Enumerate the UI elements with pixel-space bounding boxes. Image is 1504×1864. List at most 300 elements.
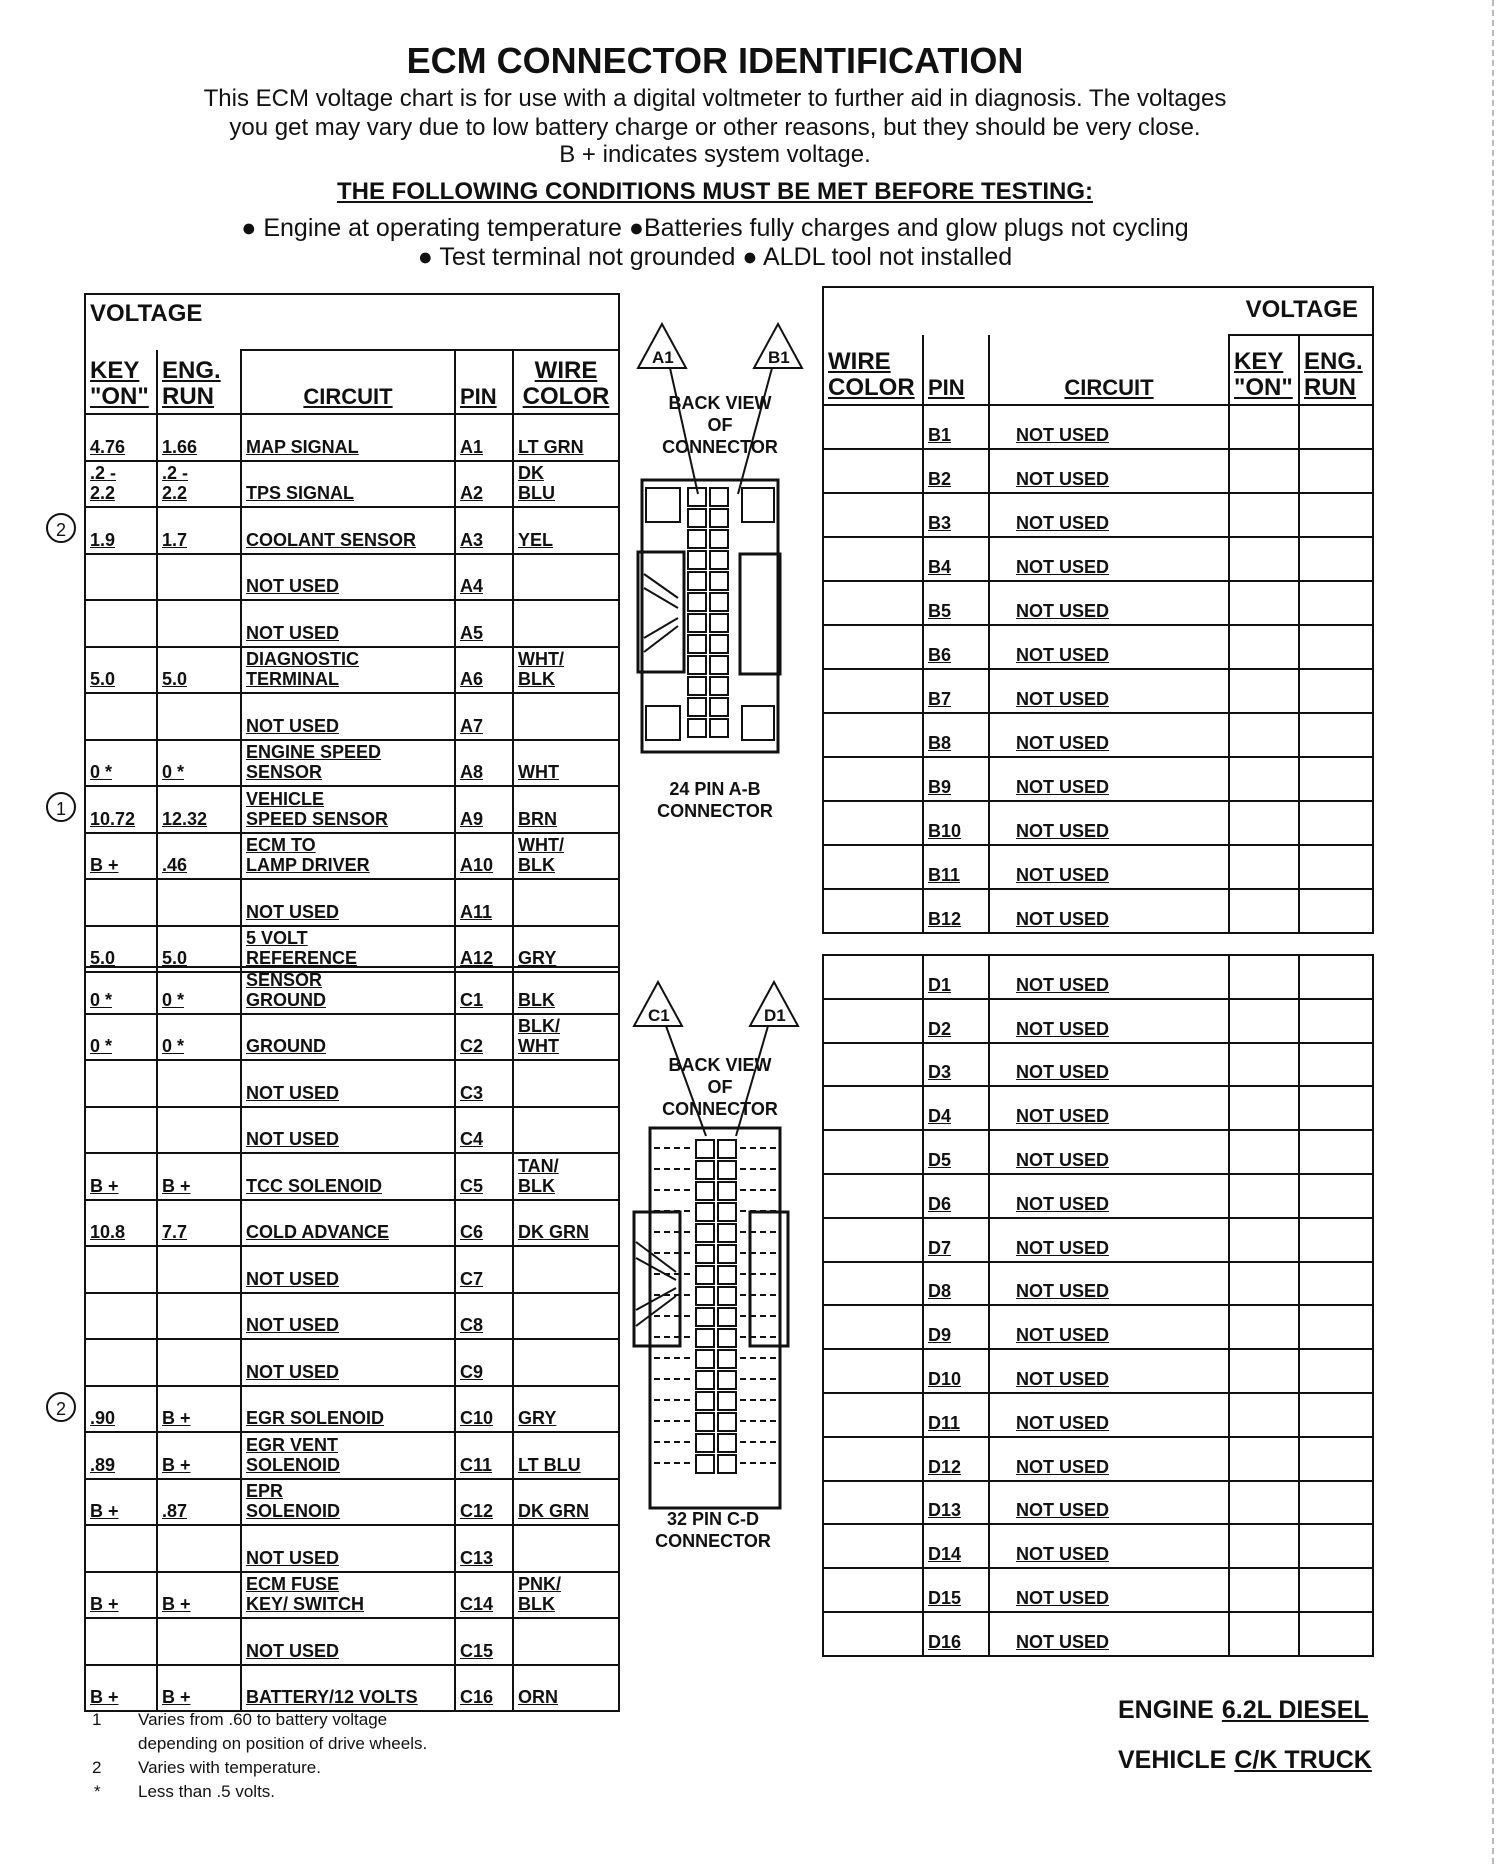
table-row bbox=[85, 1293, 619, 1340]
wire-color-header: WIRE COLOR bbox=[823, 335, 923, 405]
circuit-name: NOT USED bbox=[989, 581, 1229, 625]
key-on-voltage bbox=[1229, 1481, 1299, 1525]
pin-id: D4 bbox=[923, 1086, 989, 1130]
circuit-name: BATTERY/12 VOLTS bbox=[241, 1665, 455, 1712]
table-row bbox=[823, 1086, 1373, 1130]
note-reference-mark: 1 bbox=[46, 792, 76, 822]
pin-id: B2 bbox=[923, 449, 989, 493]
key-on-voltage: 0 * bbox=[85, 967, 157, 1014]
key-on-voltage: .89 bbox=[85, 1432, 157, 1479]
eng-run-voltage bbox=[1299, 1437, 1373, 1481]
wire-color: WHT bbox=[513, 740, 619, 787]
pin-header: PIN bbox=[455, 350, 513, 414]
key-on-voltage bbox=[85, 1246, 157, 1293]
connector-pin-cavity bbox=[696, 1140, 714, 1158]
circuit-name: NOT USED bbox=[989, 1524, 1229, 1568]
connector-pin-cavity bbox=[696, 1266, 714, 1284]
pin-id: B6 bbox=[923, 625, 989, 669]
table-row bbox=[823, 405, 1373, 449]
pin-id: C7 bbox=[455, 1246, 513, 1293]
eng-run-voltage bbox=[1299, 449, 1373, 493]
table-row bbox=[823, 1349, 1373, 1393]
table-row bbox=[823, 889, 1373, 933]
vehicle-value: C/K TRUCK bbox=[1234, 1746, 1372, 1774]
pin-id: B11 bbox=[923, 845, 989, 889]
connector-cd-pin-d1-label: D1 bbox=[764, 1006, 786, 1025]
table-row bbox=[823, 1437, 1373, 1481]
key-on-voltage bbox=[1229, 1349, 1299, 1393]
wire-color: YEL bbox=[513, 507, 619, 554]
circuit-name: COLD ADVANCE bbox=[241, 1200, 455, 1247]
connector-pin-cavity bbox=[696, 1203, 714, 1221]
table-row bbox=[85, 1339, 619, 1386]
key-on-voltage: .90 bbox=[85, 1386, 157, 1433]
wire-color bbox=[823, 1612, 923, 1656]
pin-id: C14 bbox=[455, 1572, 513, 1619]
key-on-voltage bbox=[1229, 581, 1299, 625]
key-on-voltage bbox=[85, 1525, 157, 1572]
pin-id: D9 bbox=[923, 1305, 989, 1349]
connector-pin-cavity bbox=[718, 1371, 736, 1389]
pin-table-b bbox=[822, 286, 1374, 934]
circuit-name: NOT USED bbox=[989, 1174, 1229, 1218]
pin-id: A12 bbox=[455, 926, 513, 973]
pin-id: D6 bbox=[923, 1174, 989, 1218]
connector-pin-cavity bbox=[696, 1413, 714, 1431]
key-on-voltage: 1.9 bbox=[85, 507, 157, 554]
connector-pin-cavity bbox=[710, 551, 728, 569]
table-row bbox=[823, 625, 1373, 669]
table-row bbox=[85, 1200, 619, 1247]
circuit-name: NOT USED bbox=[989, 1437, 1229, 1481]
table-row bbox=[823, 1481, 1373, 1525]
table-row bbox=[823, 955, 1373, 999]
connector-pin-cavity bbox=[718, 1203, 736, 1221]
pin-id: B9 bbox=[923, 757, 989, 801]
conditions-heading: THE FOLLOWING CONDITIONS MUST BE MET BEFORE TESTING: bbox=[337, 178, 1093, 205]
footnote-mark: * bbox=[94, 1782, 101, 1801]
wire-color bbox=[823, 405, 923, 449]
key-on-voltage bbox=[85, 1060, 157, 1107]
table-row bbox=[85, 1479, 619, 1526]
table-row bbox=[85, 461, 619, 508]
circuit-name: NOT USED bbox=[241, 1525, 455, 1572]
table-row bbox=[823, 1305, 1373, 1349]
wire-color bbox=[513, 879, 619, 926]
eng-run-voltage bbox=[1299, 1130, 1373, 1174]
page-title: ECM CONNECTOR IDENTIFICATION bbox=[406, 40, 1024, 81]
connector-pin-cavity bbox=[710, 635, 728, 653]
pin-id: B10 bbox=[923, 801, 989, 845]
wire-color: DK GRN bbox=[513, 1479, 619, 1526]
key-on-header: KEY "ON" bbox=[85, 350, 157, 414]
table-row bbox=[85, 1665, 619, 1712]
circuit-name: NOT USED bbox=[989, 449, 1229, 493]
wire-color bbox=[823, 1524, 923, 1568]
table-row bbox=[823, 537, 1373, 581]
eng-run-voltage bbox=[157, 600, 241, 647]
eng-run-voltage bbox=[1299, 1393, 1373, 1437]
voltage-header: VOLTAGE bbox=[85, 294, 619, 350]
eng-run-voltage bbox=[1299, 1262, 1373, 1306]
connector-pin-cavity bbox=[696, 1308, 714, 1326]
table-row bbox=[823, 845, 1373, 889]
engine-line bbox=[1118, 1696, 1369, 1725]
pin-id: C4 bbox=[455, 1107, 513, 1154]
circuit-name: SENSOR GROUND bbox=[241, 967, 455, 1014]
key-on-voltage: 0 * bbox=[85, 740, 157, 787]
connector-pin-cavity bbox=[696, 1350, 714, 1368]
connector-pin-cavity bbox=[710, 677, 728, 695]
wire-color: GRY bbox=[513, 926, 619, 973]
eng-run-voltage: B + bbox=[157, 1386, 241, 1433]
eng-run-voltage bbox=[157, 1246, 241, 1293]
table-row bbox=[85, 1386, 619, 1433]
pin-id: C1 bbox=[455, 967, 513, 1014]
wire-color: BRN bbox=[513, 786, 619, 833]
pin-id: A11 bbox=[455, 879, 513, 926]
circuit-name: NOT USED bbox=[989, 801, 1229, 845]
pin-header: PIN bbox=[923, 335, 989, 405]
circuit-name: DIAGNOSTIC TERMINAL bbox=[241, 647, 455, 694]
wire-color bbox=[513, 554, 619, 601]
pin-id: C3 bbox=[455, 1060, 513, 1107]
key-on-voltage bbox=[1229, 1393, 1299, 1437]
intro-line-3: B + indicates system voltage. bbox=[559, 141, 871, 168]
connector-pin-cavity bbox=[718, 1161, 736, 1179]
pin-id: B7 bbox=[923, 669, 989, 713]
pin-id: B12 bbox=[923, 889, 989, 933]
eng-run-voltage bbox=[1299, 1612, 1373, 1656]
eng-run-voltage bbox=[1299, 1174, 1373, 1218]
pin-id: A1 bbox=[455, 414, 513, 461]
wire-color bbox=[513, 693, 619, 740]
eng-run-voltage: 1.66 bbox=[157, 414, 241, 461]
circuit-name: NOT USED bbox=[989, 1305, 1229, 1349]
connector-cd-pin-c1-label: C1 bbox=[648, 1006, 670, 1025]
circuit-name: NOT USED bbox=[241, 879, 455, 926]
key-on-voltage bbox=[85, 1339, 157, 1386]
pin-table-a bbox=[84, 293, 620, 973]
pin-id: A6 bbox=[455, 647, 513, 694]
wire-color bbox=[823, 757, 923, 801]
pin-id: C8 bbox=[455, 1293, 513, 1340]
key-on-voltage bbox=[1229, 999, 1299, 1043]
pin-id: B5 bbox=[923, 581, 989, 625]
eng-run-voltage: .46 bbox=[157, 833, 241, 880]
key-on-voltage bbox=[1229, 1218, 1299, 1262]
table-row bbox=[823, 1174, 1373, 1218]
pin-id: A9 bbox=[455, 786, 513, 833]
key-on-voltage bbox=[1229, 1305, 1299, 1349]
connector-pin-cavity bbox=[688, 656, 706, 674]
table-row bbox=[85, 1107, 619, 1154]
wire-color bbox=[823, 449, 923, 493]
key-on-voltage bbox=[1229, 625, 1299, 669]
circuit-name: NOT USED bbox=[989, 1393, 1229, 1437]
eng-run-voltage: 12.32 bbox=[157, 786, 241, 833]
pin-id: C11 bbox=[455, 1432, 513, 1479]
connector-pin-cavity bbox=[696, 1245, 714, 1263]
key-on-voltage bbox=[1229, 1174, 1299, 1218]
circuit-name: NOT USED bbox=[989, 713, 1229, 757]
wire-color bbox=[823, 1262, 923, 1306]
engine-label: ENGINE bbox=[1118, 1696, 1214, 1724]
condition-line-1: ● Engine at operating temperature ●Batteries fully charges and glow plugs not cycling bbox=[241, 214, 1189, 242]
connector-pin-cavity bbox=[710, 698, 728, 716]
connector-pin-cavity bbox=[718, 1413, 736, 1431]
connector-pin-cavity bbox=[718, 1224, 736, 1242]
pin-id: C15 bbox=[455, 1618, 513, 1665]
connector-pin-cavity bbox=[718, 1392, 736, 1410]
wire-color bbox=[823, 1393, 923, 1437]
wire-color bbox=[823, 1568, 923, 1612]
connector-pin-cavity bbox=[718, 1245, 736, 1263]
pin-table-c bbox=[84, 966, 620, 1712]
wire-color bbox=[823, 1437, 923, 1481]
connector-pin-cavity bbox=[696, 1287, 714, 1305]
eng-run-voltage bbox=[1299, 845, 1373, 889]
connector-pin-cavity bbox=[718, 1434, 736, 1452]
key-on-voltage bbox=[1229, 1130, 1299, 1174]
pin-id: D2 bbox=[923, 999, 989, 1043]
circuit-name: GROUND bbox=[241, 1014, 455, 1061]
eng-run-voltage bbox=[1299, 537, 1373, 581]
key-on-voltage: B + bbox=[85, 1479, 157, 1526]
circuit-name: NOT USED bbox=[989, 1262, 1229, 1306]
key-on-voltage bbox=[85, 879, 157, 926]
table-row bbox=[823, 1612, 1373, 1656]
connector-pin-cavity bbox=[710, 509, 728, 527]
table-row bbox=[85, 414, 619, 461]
wire-color bbox=[513, 1618, 619, 1665]
connector-pin-cavity bbox=[718, 1266, 736, 1284]
circuit-name: NOT USED bbox=[989, 493, 1229, 537]
connector-pin-cavity bbox=[710, 530, 728, 548]
footnote-text: Varies from .60 to battery voltage depending on position of drive wheels. bbox=[138, 1710, 428, 1753]
table-row bbox=[823, 1568, 1373, 1612]
connector-pin-cavity bbox=[696, 1182, 714, 1200]
wire-color bbox=[513, 1107, 619, 1154]
eng-run-voltage bbox=[157, 693, 241, 740]
key-on-voltage: B + bbox=[85, 833, 157, 880]
circuit-name: TCC SOLENOID bbox=[241, 1153, 455, 1200]
wire-color: LT BLU bbox=[513, 1432, 619, 1479]
intro-line-1: This ECM voltage chart is for use with a digital voltmeter to further aid in diagnosis. The voltages bbox=[203, 85, 1227, 112]
circuit-name: NOT USED bbox=[989, 405, 1229, 449]
key-on-voltage bbox=[1229, 405, 1299, 449]
connector-ab-pin-a1-label: A1 bbox=[652, 348, 674, 367]
table-row bbox=[823, 1393, 1373, 1437]
table-row bbox=[85, 600, 619, 647]
eng-run-voltage: 0 * bbox=[157, 967, 241, 1014]
footnote-text: Less than .5 volts. bbox=[138, 1782, 276, 1801]
table-row bbox=[85, 1618, 619, 1665]
footnote-mark: 1 bbox=[92, 1710, 102, 1729]
circuit-name: NOT USED bbox=[989, 1568, 1229, 1612]
engine-value: 6.2L DIESEL bbox=[1221, 1696, 1369, 1724]
eng-run-voltage: .2 - 2.2 bbox=[157, 461, 241, 508]
connector-ab-caption: 24 PIN A-B CONNECTOR bbox=[657, 779, 773, 821]
circuit-name: COOLANT SENSOR bbox=[241, 507, 455, 554]
key-on-voltage bbox=[1229, 713, 1299, 757]
pin-id: A4 bbox=[455, 554, 513, 601]
eng-run-header: ENG. RUN bbox=[157, 350, 241, 414]
wire-color bbox=[823, 669, 923, 713]
pin-id: A3 bbox=[455, 507, 513, 554]
table-row bbox=[823, 669, 1373, 713]
eng-run-voltage bbox=[1299, 669, 1373, 713]
key-on-voltage: 10.72 bbox=[85, 786, 157, 833]
pin-id: D10 bbox=[923, 1349, 989, 1393]
eng-run-voltage bbox=[157, 1060, 241, 1107]
key-on-voltage bbox=[1229, 845, 1299, 889]
eng-run-voltage bbox=[157, 554, 241, 601]
wire-color bbox=[823, 845, 923, 889]
eng-run-voltage: B + bbox=[157, 1153, 241, 1200]
circuit-name: NOT USED bbox=[989, 757, 1229, 801]
table-row bbox=[823, 1524, 1373, 1568]
eng-run-voltage bbox=[1299, 1043, 1373, 1087]
eng-run-voltage bbox=[157, 879, 241, 926]
table-row bbox=[85, 1525, 619, 1572]
pin-id: D8 bbox=[923, 1262, 989, 1306]
key-on-voltage bbox=[1229, 889, 1299, 933]
wire-color bbox=[823, 1481, 923, 1525]
circuit-header: CIRCUIT bbox=[241, 350, 455, 414]
pin-id: B4 bbox=[923, 537, 989, 581]
circuit-name: TPS SIGNAL bbox=[241, 461, 455, 508]
wire-color bbox=[823, 713, 923, 757]
eng-run-voltage bbox=[157, 1293, 241, 1340]
pin-id: D5 bbox=[923, 1130, 989, 1174]
key-on-voltage: B + bbox=[85, 1572, 157, 1619]
pin-id: D11 bbox=[923, 1393, 989, 1437]
circuit-name: NOT USED bbox=[989, 1612, 1229, 1656]
connector-ab-pin-b1-label: B1 bbox=[768, 348, 790, 367]
eng-run-voltage: B + bbox=[157, 1665, 241, 1712]
table-row bbox=[823, 1043, 1373, 1087]
table-row bbox=[85, 1246, 619, 1293]
key-on-voltage: 5.0 bbox=[85, 926, 157, 973]
circuit-name: NOT USED bbox=[989, 625, 1229, 669]
connector-pin-cavity bbox=[696, 1329, 714, 1347]
connector-pin-cavity bbox=[696, 1161, 714, 1179]
connector-pin-cavity bbox=[718, 1287, 736, 1305]
table-row bbox=[85, 879, 619, 926]
eng-run-voltage bbox=[1299, 999, 1373, 1043]
pin-id: D13 bbox=[923, 1481, 989, 1525]
wire-color-header: WIRE COLOR bbox=[513, 350, 619, 414]
circuit-name: NOT USED bbox=[989, 1481, 1229, 1525]
pin-id: A10 bbox=[455, 833, 513, 880]
condition-line-2: ● Test terminal not grounded ● ALDL tool not installed bbox=[417, 243, 1013, 271]
key-on-voltage: B + bbox=[85, 1153, 157, 1200]
wire-color bbox=[823, 955, 923, 999]
connector-pin-cavity bbox=[718, 1350, 736, 1368]
key-on-voltage bbox=[1229, 669, 1299, 713]
pin-id: C2 bbox=[455, 1014, 513, 1061]
table-row bbox=[823, 757, 1373, 801]
pin-id: C16 bbox=[455, 1665, 513, 1712]
eng-run-voltage bbox=[1299, 757, 1373, 801]
eng-run-voltage: B + bbox=[157, 1572, 241, 1619]
key-on-voltage: 5.0 bbox=[85, 647, 157, 694]
wire-color: GRY bbox=[513, 1386, 619, 1433]
wire-color bbox=[823, 493, 923, 537]
circuit-name: ECM TO LAMP DRIVER bbox=[241, 833, 455, 880]
circuit-name: NOT USED bbox=[241, 1618, 455, 1665]
eng-run-voltage bbox=[1299, 713, 1373, 757]
eng-run-voltage bbox=[157, 1525, 241, 1572]
key-on-voltage bbox=[1229, 757, 1299, 801]
connector-pin-cavity bbox=[718, 1182, 736, 1200]
eng-run-voltage bbox=[1299, 1481, 1373, 1525]
pin-id: D16 bbox=[923, 1612, 989, 1656]
pin-id: B3 bbox=[923, 493, 989, 537]
wire-color bbox=[513, 1293, 619, 1340]
circuit-name: NOT USED bbox=[989, 889, 1229, 933]
connector-cd-view-label: BACK VIEW OF CONNECTOR bbox=[662, 1055, 778, 1119]
circuit-name: NOT USED bbox=[989, 669, 1229, 713]
eng-run-voltage bbox=[157, 1618, 241, 1665]
eng-run-voltage bbox=[1299, 1218, 1373, 1262]
eng-run-voltage bbox=[157, 1339, 241, 1386]
voltage-header: VOLTAGE bbox=[823, 287, 1373, 335]
eng-run-voltage: B + bbox=[157, 1432, 241, 1479]
pin-id: D3 bbox=[923, 1043, 989, 1087]
connector-pin-cavity bbox=[688, 593, 706, 611]
eng-run-voltage bbox=[1299, 581, 1373, 625]
pin-id: C12 bbox=[455, 1479, 513, 1526]
circuit-name: NOT USED bbox=[241, 1339, 455, 1386]
circuit-name: NOT USED bbox=[241, 1246, 455, 1293]
circuit-name: NOT USED bbox=[989, 537, 1229, 581]
key-on-voltage bbox=[1229, 493, 1299, 537]
connector-pin-cavity bbox=[718, 1140, 736, 1158]
eng-run-voltage bbox=[1299, 889, 1373, 933]
connector-pin-cavity bbox=[688, 635, 706, 653]
connector-pin-cavity bbox=[688, 677, 706, 695]
key-on-voltage: .2 - 2.2 bbox=[85, 461, 157, 508]
circuit-name: NOT USED bbox=[989, 955, 1229, 999]
intro-line-2: you get may vary due to low battery charge or other reasons, but they should be very close. bbox=[229, 114, 1201, 141]
wire-color bbox=[513, 1525, 619, 1572]
wire-color bbox=[513, 1060, 619, 1107]
connector-pin-cavity bbox=[688, 719, 706, 737]
table-row bbox=[823, 1130, 1373, 1174]
table-row bbox=[85, 1014, 619, 1061]
wire-color: BLK bbox=[513, 967, 619, 1014]
table-row bbox=[85, 833, 619, 880]
connector-pin-cavity bbox=[710, 719, 728, 737]
eng-run-voltage bbox=[1299, 1349, 1373, 1393]
circuit-name: NOT USED bbox=[241, 1060, 455, 1107]
connector-pin-cavity bbox=[696, 1371, 714, 1389]
circuit-name: EPR SOLENOID bbox=[241, 1479, 455, 1526]
eng-run-voltage bbox=[1299, 405, 1373, 449]
circuit-name: NOT USED bbox=[989, 1130, 1229, 1174]
connector-pin-cavity bbox=[688, 698, 706, 716]
table-row bbox=[85, 1060, 619, 1107]
table-row bbox=[85, 740, 619, 787]
connector-cd-caption: 32 PIN C-D CONNECTOR bbox=[655, 1509, 771, 1551]
key-on-voltage bbox=[1229, 1437, 1299, 1481]
eng-run-voltage: .87 bbox=[157, 1479, 241, 1526]
eng-run-voltage: 7.7 bbox=[157, 1200, 241, 1247]
circuit-name: NOT USED bbox=[989, 845, 1229, 889]
circuit-name: NOT USED bbox=[989, 999, 1229, 1043]
